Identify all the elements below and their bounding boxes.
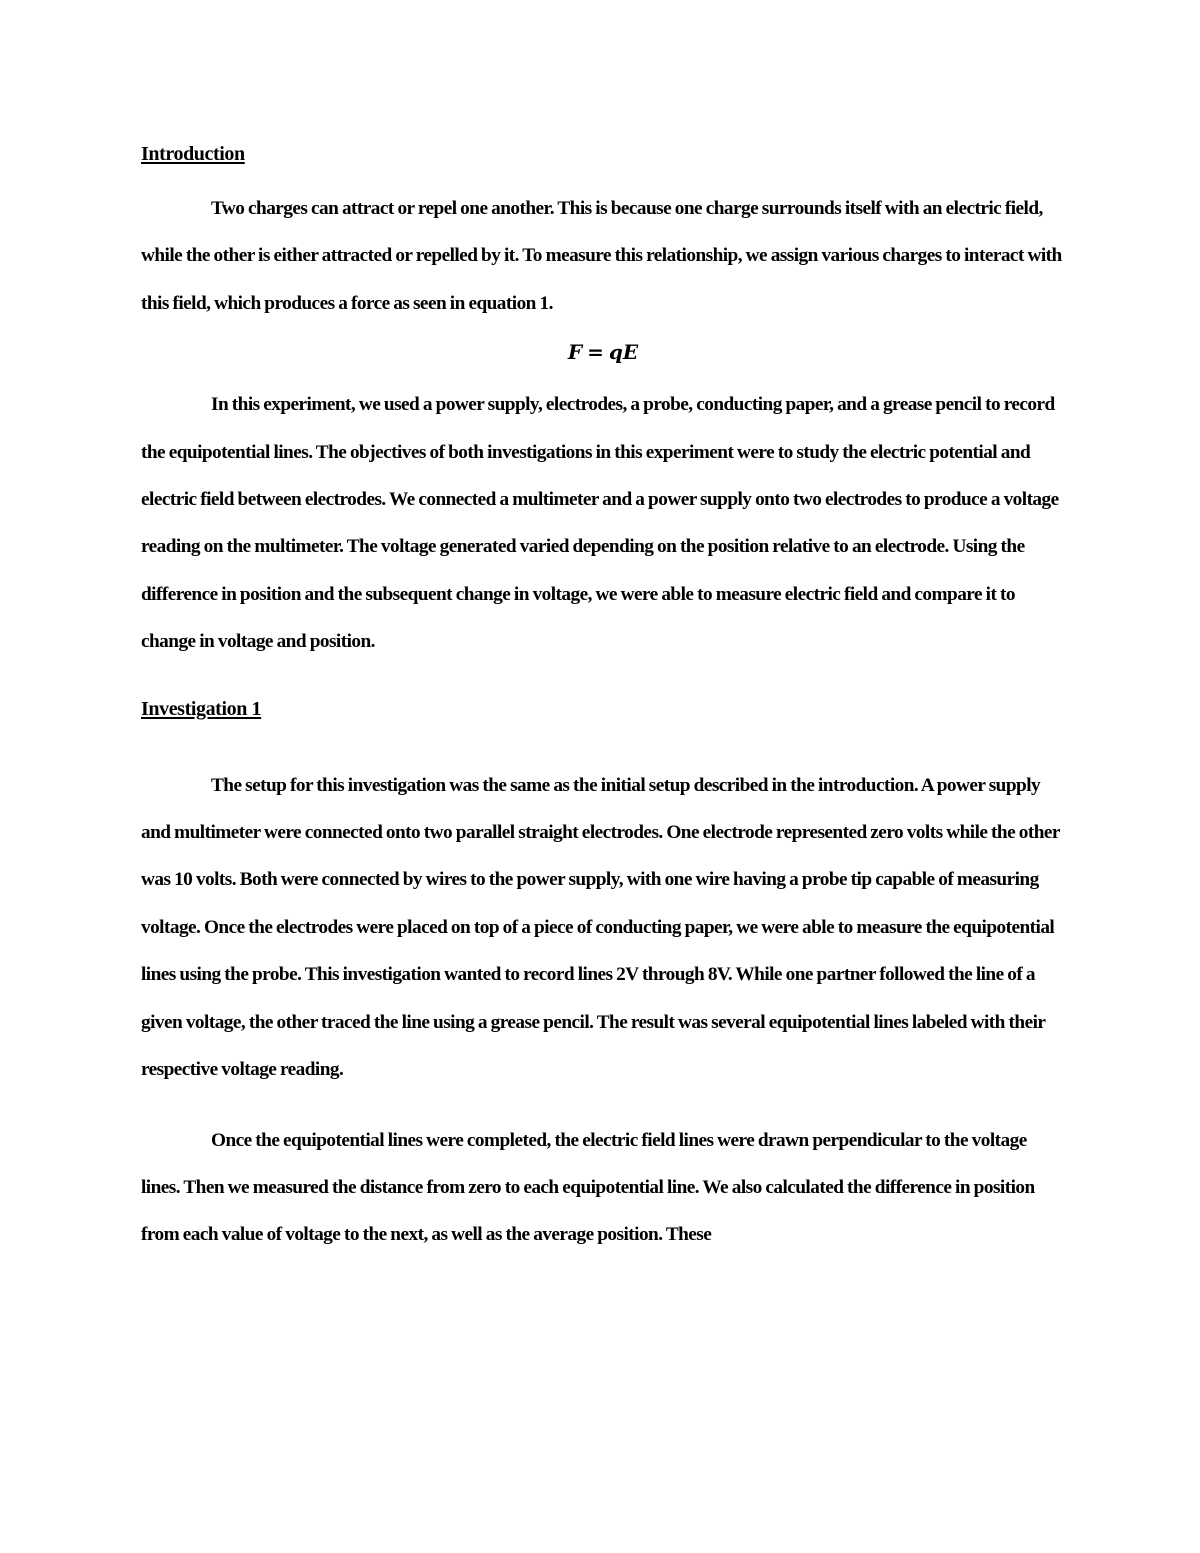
document-body: [141, 141, 1063, 1259]
equation-lhs: F: [567, 340, 583, 365]
equation-rhs: qE: [608, 340, 639, 365]
intro-paragraph-1: Two charges can attract or repel one another. This is because one charge surrounds itself with an electric field, while the other is either attracted or repelled by it. To measure this relationship, we assign various charges to interact with this field, which produces a force as seen in equation 1.: [141, 198, 1062, 314]
investigation-1-paragraph-1: The setup for this investigation was the same as the initial setup described in the introduction. A power supply and multimeter were connected onto two parallel straight electrodes. One electrode represented zero volts while the other was 10 volts. Both were connected by wires to the power supply, with one wire having a probe tip capable of measuring voltage. Once the electrodes were placed on top of a piece of conducting paper, we were able to measure the equipotential lines using the probe. This investigation wanted to record lines 2V through 8V. While one partner followed the line of a given voltage, the other traced the line using a grease pencil. The result was several equipotential lines labeled with their respective voltage reading.: [141, 774, 1060, 1081]
intro-paragraph-2: In this experiment, we used a power supply, electrodes, a probe, conducting paper, and a grease pencil to record the equipotential lines. The objectives of both investigations in this experiment were to study the electric potential and electric field between electrodes. We connected a multimeter and a power supply onto two electrodes to produce a voltage reading on the multimeter. The voltage generated varied depending on the position relative to an electrode. Using the difference in position and the subsequent change in voltage, we were able to measure electric field and compare it to change in voltage and position.: [141, 394, 1059, 653]
investigation-1-paragraph-2: Once the equipotential lines were completed, the electric field lines were drawn perpendicular to the voltage lines. Then we measured the distance from zero to each equipotential line. We also calculated the difference in position from each value of voltage to the next, as well as the average position. These: [141, 1129, 1035, 1246]
section-heading-investigation-1: Investigation 1: [141, 697, 262, 720]
section-heading-introduction: Introduction: [141, 143, 245, 165]
equation-operator: =: [587, 340, 604, 365]
equation-1: [141, 329, 1063, 376]
